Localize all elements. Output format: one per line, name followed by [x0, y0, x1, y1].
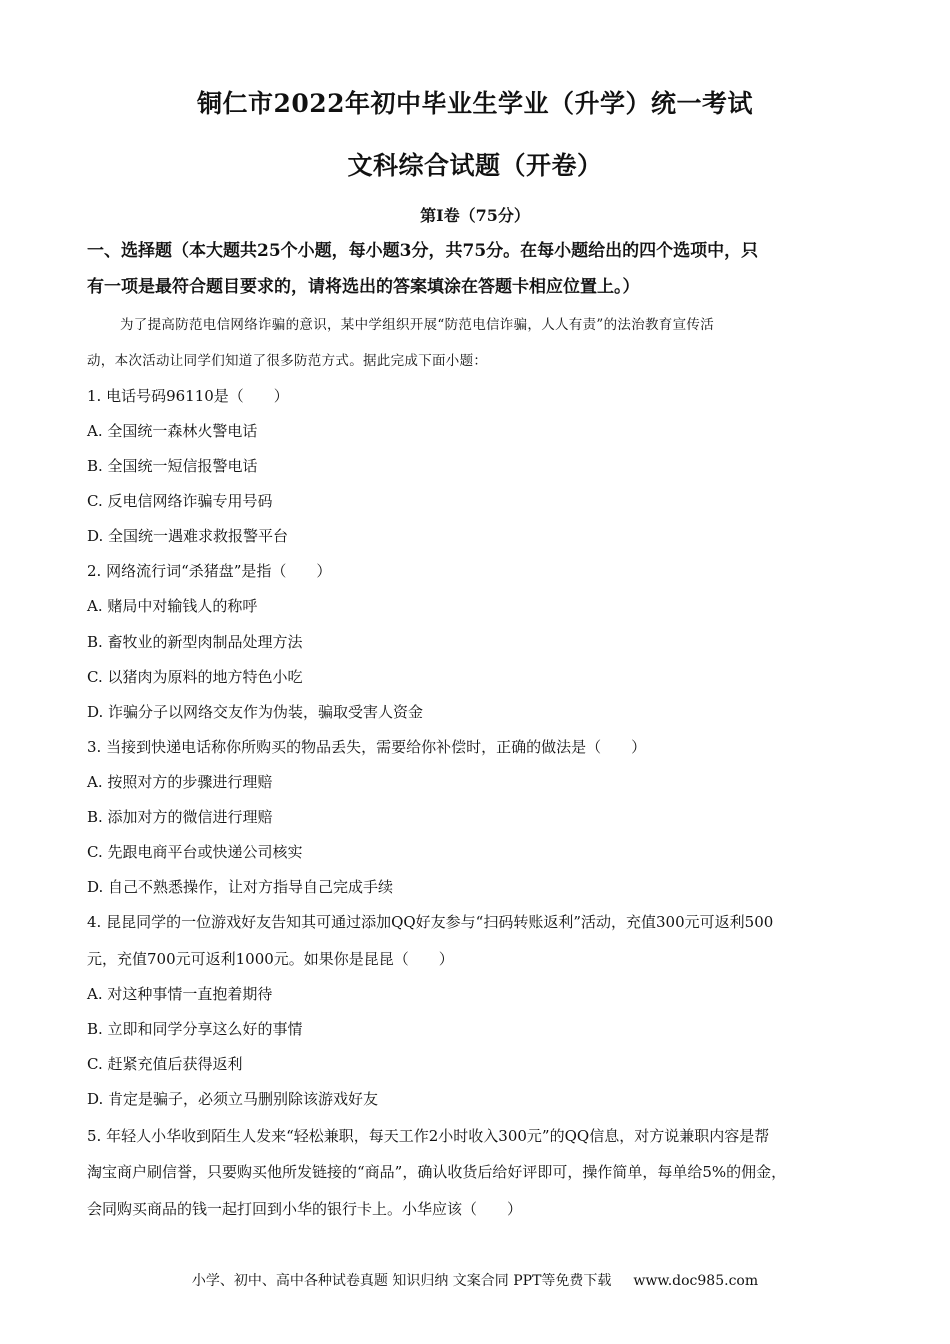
q4-option-d: D. 肯定是骗子，必须立马删别除该游戏好友: [87, 1090, 379, 1108]
q5-stem-line-1: 5. 年轻人小华收到陌生人发来“轻松兼职，每天工作2小时收入300元”的QQ信息，对方说兼职内容是帮: [87, 1127, 770, 1145]
q5-stem-line-3: 会同购买商品的钱一起打回到小华的银行卡上。小华应该（ ）: [87, 1200, 523, 1218]
q1-option-a: A. 全国统一森林火警电话: [87, 422, 258, 440]
section-label: 第I卷（75分）: [420, 206, 530, 225]
q4-stem-line-1: 4. 昆昆同学的一位游戏好友告知其可通过添加QQ好友参与“扫码转账返利”活动，充值300元可返利500: [87, 913, 774, 931]
exam-title: 铜仁市2022年初中毕业生学业（升学）统一考试: [196, 89, 754, 118]
intro-line-1: 为了提高防范电信网络诈骗的意识，某中学组织开展“防范电信诈骗，人人有责”的法治教育宣传活: [120, 317, 715, 333]
q4-stem-line-2: 元，充值700元可返利1000元。如果你是昆昆（ ）: [87, 950, 454, 968]
q1-option-d: D. 全国统一遇难求救报警平台: [87, 527, 289, 545]
q2-option-b: B. 畜牧业的新型肉制品处理方法: [87, 633, 303, 651]
q2-option-c: C. 以猪肉为原料的地方特色小吃: [87, 668, 303, 686]
exam-subtitle: 文科综合试题（开卷）: [347, 151, 603, 180]
instructions-line-1: 一、选择题（本大题共25个小题，每小题3分，共75分。在每小题给出的四个选项中，只: [87, 241, 759, 261]
q5-stem-line-2: 淘宝商户刷信誉，只要购买他所发链接的“商品”，确认收货后给好评即可，操作简单，每单给5%的佣金，: [87, 1163, 787, 1181]
q4-option-b: B. 立即和同学分享这么好的事情: [87, 1020, 303, 1038]
q3-option-a: A. 按照对方的步骤进行理赔: [87, 773, 273, 791]
q1-stem: 1. 电话号码96110是（ ）: [87, 387, 289, 405]
footer-site-link[interactable]: www.doc985.com: [633, 1273, 759, 1289]
q3-option-b: B. 添加对方的微信进行理赔: [87, 808, 273, 826]
intro-line-2: 动，本次活动让同学们知道了很多防范方式。据此完成下面小题：: [87, 353, 488, 369]
instructions-line-2: 有一项是最符合题目要求的，请将选出的答案填涂在答题卡相应位置上。）: [87, 277, 640, 297]
q2-stem: 2. 网络流行词“杀猪盘”是指（ ）: [87, 562, 332, 580]
q2-option-d: D. 诈骗分子以网络交友作为伪装，骗取受害人资金: [87, 703, 424, 721]
q4-option-c: C. 赶紧充值后获得返利: [87, 1055, 243, 1073]
page-footer: [0, 1270, 950, 1290]
q1-option-c: C. 反电信网络诈骗专用号码: [87, 492, 273, 510]
q3-option-c: C. 先跟电商平台或快递公司核实: [87, 843, 303, 861]
q3-stem: 3. 当接到快递电话称你所购买的物品丢失，需要给你补偿时，正确的做法是（ ）: [87, 738, 647, 756]
q1-option-b: B. 全国统一短信报警电话: [87, 457, 258, 475]
q3-option-d: D. 自己不熟悉操作，让对方指导自己完成手续: [87, 878, 394, 896]
q4-option-a: A. 对这种事情一直抱着期待: [87, 985, 273, 1003]
q2-option-a: A. 赌局中对输钱人的称呼: [87, 597, 258, 615]
footer-text: 小学、初中、高中各种试卷真题 知识归纳 文案合同 PPT等免费下载: [191, 1273, 612, 1289]
